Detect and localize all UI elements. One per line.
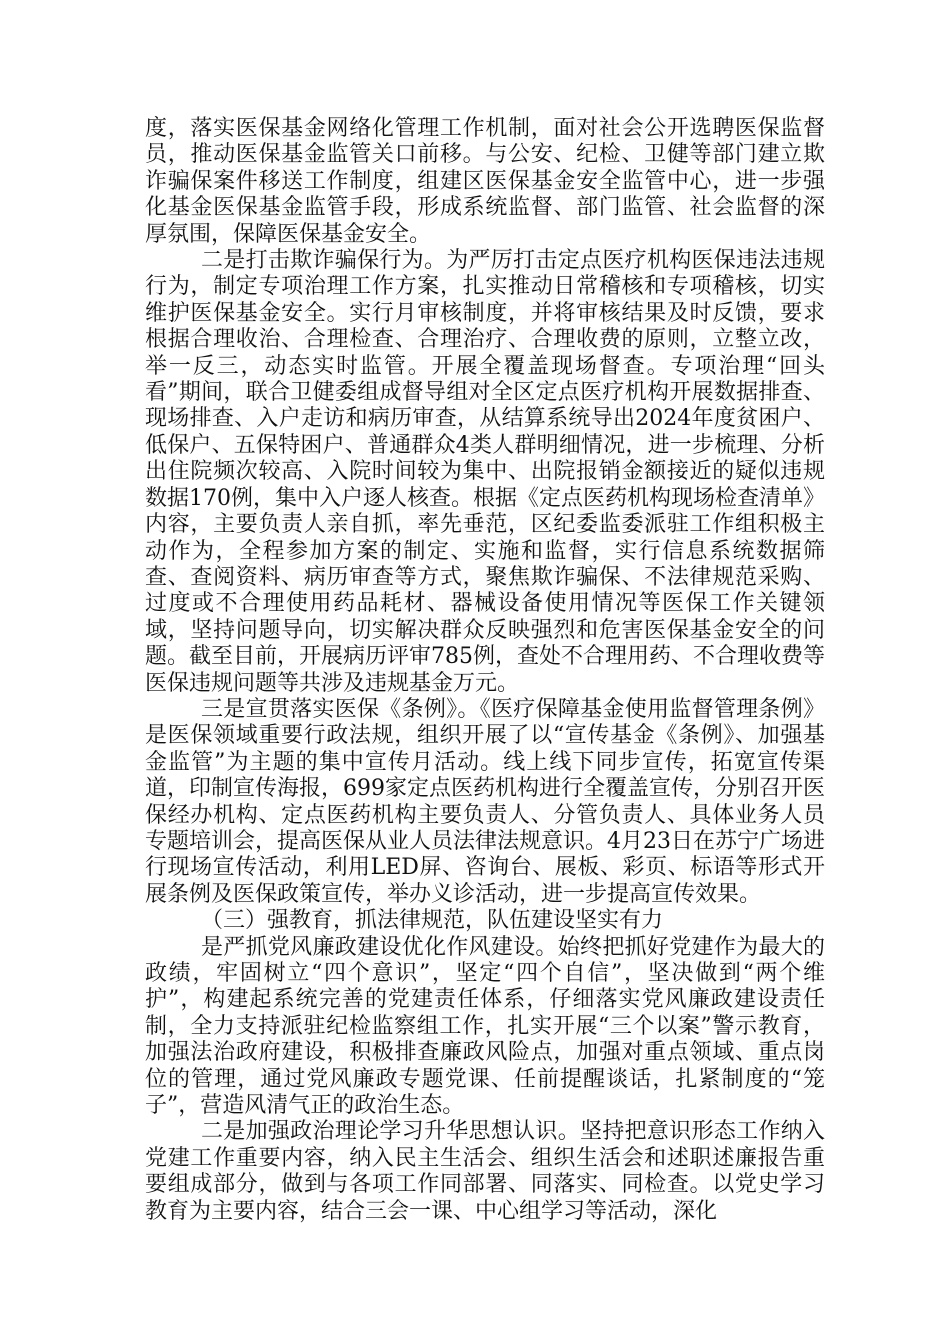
paragraph-continuation: 度，落实医保基金网络化管理工作机制，面对社会公开选聘医保监督员，推动医保基金监管关口前移。与公安、纪检、卫健等部门建立欺诈骗保案件移送工作制度，组建区医保基金安全监管中心，进一步强化基金医保基金监管手段，形成系统监督、部门监管、社会监督的深厚氛围，保障医保基金安全。: [145, 116, 825, 247]
paragraph-party-conduct: 是严抓党风廉政建设优化作风建设。始终把抓好党建作为最大的政绩，牢固树立“四个意识”，坚定“四个自信”，坚决做到“两个维护”，构建起系统完善的党建责任体系，仔细落实党风廉政建设责任制，全力支持派驻纪检监察组工作，扎实开展“三个以案”警示教育，加强法治政府建设，积极排查廉政风险点，加强对重点领域、重点岗位的管理，通过党风廉政专题党课、任前提醒谈话，扎紧制度的“笼子”，营造风清气正的政治生态。: [145, 934, 825, 1119]
document-body: [145, 116, 825, 1225]
paragraph-regulation-publicity: 三是宣贯落实医保《条例》。《医疗保障基金使用监督管理条例》是医保领域重要行政法规，组织开展了以“宣传基金《条例》、加强基金监管”为主题的集中宣传月活动。线上线下同步宣传，拓宽宣传渠道，印制宣传海报，699家定点医药机构进行全覆盖宣传，分别召开医保经办机构、定点医药机构主要负责人、分管负责人、具体业务人员专题培训会，提高医保从业人员法律法规意识。4月23日在苏宁广场进行现场宣传活动，利用LED屏、咨询台、展板、彩页、标语等形式开展条例及医保政策宣传，举办义诊活动，进一步提高宣传效果。: [145, 696, 825, 907]
paragraph-political-study: 二是加强政治理论学习升华思想认识。坚持把意识形态工作纳入党建工作重要内容，纳入民主生活会、组织生活会和述职述廉报告重要组成部分，做到与各项工作同部署、同落实、同检查。以党史学习教育为主要内容，结合三会一课、中心组学习等活动，深化: [145, 1119, 825, 1224]
section-heading: （三）强教育，抓法律规范，队伍建设坚实有力: [201, 908, 664, 934]
paragraph-anti-fraud: 二是打击欺诈骗保行为。为严厉打击定点医疗机构医保违法违规行为，制定专项治理工作方案，扎实推动日常稽核和专项稽核，切实维护医保基金安全。实行月审核制度，并将审核结果及时反馈，要求根据合理收治、合理检查、合理治疗、合理收费的原则，立整立改，举一反三，动态实时监管。开展全覆盖现场督查。专项治理“回头看”期间，联合卫健委组成督导组对全区定点医疗机构开展数据排查、现场排查、入户走访和病历审查，从结算系统导出2024年度贫困户、低保户、五保特困户、普通群众4类人群明细情况，进一步梳理、分析出住院频次较高、入院时间较为集中、出院报销金额接近的疑似违规数据170例，集中入户逐人核查。根据《定点医药机构现场检查清单》内容，主要负责人亲自抓，率先垂范，区纪委监委派驻工作组积极主动作为，全程参加方案的制定、实施和监督，实行信息系统数据筛查、查阅资料、病历审查等方式，聚焦欺诈骗保、不法律规范采购、过度或不合理使用药品耗材、器械设备使用情况等医保工作关键领域，坚持问题导向，切实解决群众反映强烈和危害医保基金安全的问题。截至目前，开展病历评审785例，查处不合理用药、不合理收费等医保违规问题等共涉及违规基金万元。: [145, 248, 825, 696]
